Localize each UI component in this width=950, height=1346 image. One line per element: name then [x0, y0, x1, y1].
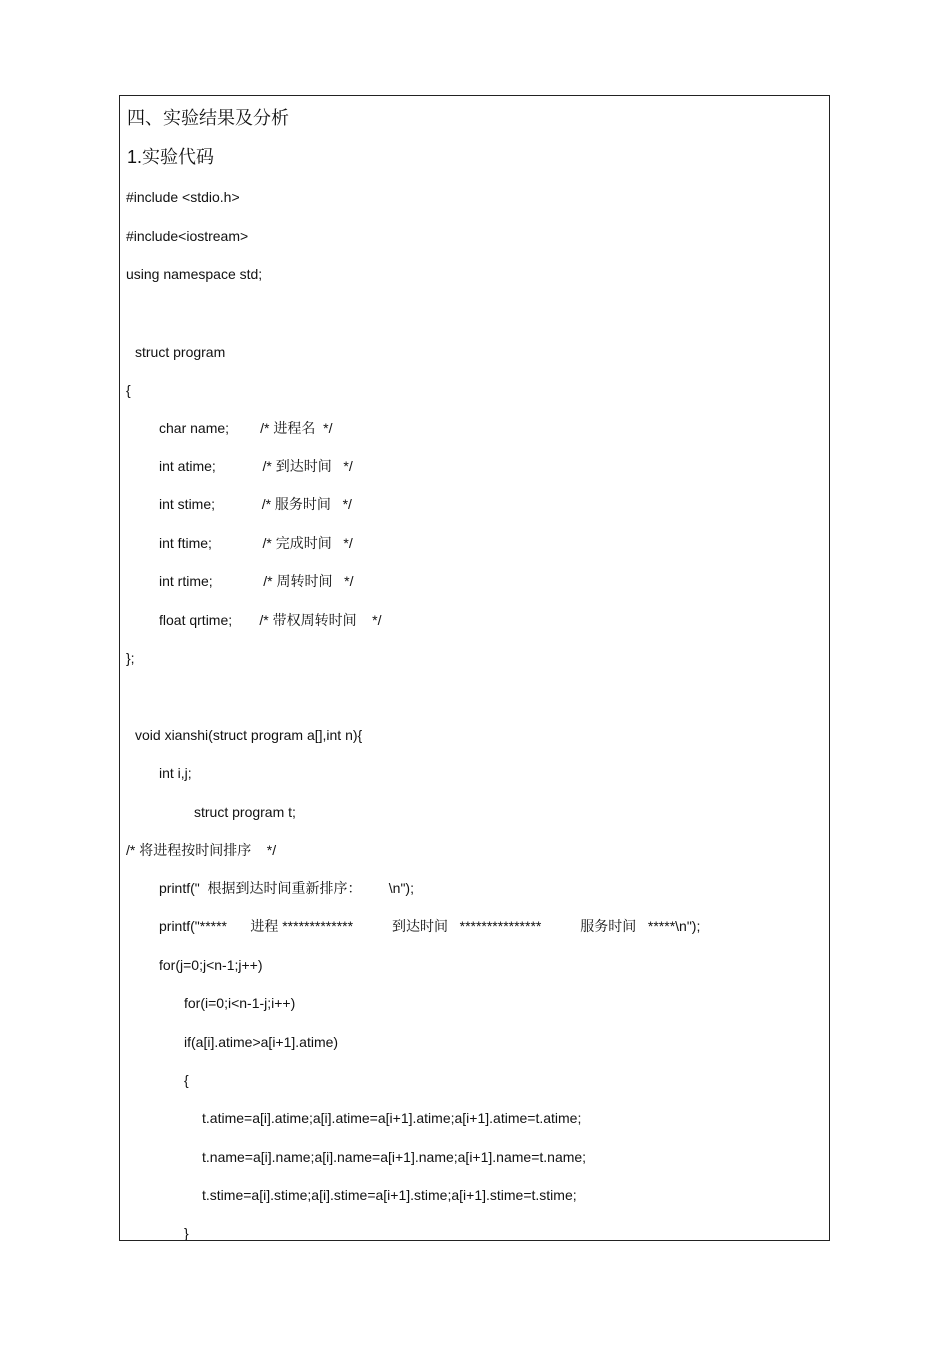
code-line: if(a[i].atime>a[i+1].atime) [184, 1034, 339, 1050]
code-line: int stime; /* 服务时间 */ [159, 496, 352, 512]
code-line: /* 将进程按时间排序 */ [126, 842, 277, 858]
section-heading: 四、实验结果及分析 [127, 108, 289, 128]
code-line: char name; /* 进程名 */ [159, 420, 333, 436]
code-line: int rtime; /* 周转时间 */ [159, 573, 354, 589]
code-line: float qrtime; /* 带权周转时间 */ [159, 612, 382, 628]
code-line: for(j=0;j<n-1;j++) [159, 957, 263, 973]
code-line: printf("***** 进程 ************* 到达时间 *************** 服务时间 *****\n"); [159, 918, 701, 934]
code-line: #include<iostream> [126, 228, 249, 244]
code-line: for(i=0;i<n-1-j;i++) [184, 995, 296, 1011]
code-line: #include <stdio.h> [126, 189, 240, 205]
code-line: } [184, 1225, 189, 1241]
code-line: { [126, 382, 131, 398]
subheading: 1.实验代码 [127, 147, 215, 167]
code-line: int i,j; [159, 765, 192, 781]
code-line: printf(" 根据到达时间重新排序： \n"); [159, 880, 414, 896]
document-frame [119, 95, 830, 1241]
code-line: t.atime=a[i].atime;a[i].atime=a[i+1].atime;a[i+1].atime=t.atime; [202, 1110, 582, 1126]
code-line: t.stime=a[i].stime;a[i].stime=a[i+1].stime;a[i+1].stime=t.stime; [202, 1187, 577, 1203]
code-line: int ftime; /* 完成时间 */ [159, 535, 353, 551]
code-line: t.name=a[i].name;a[i].name=a[i+1].name;a[i+1].name=t.name; [202, 1149, 587, 1165]
code-line: }; [126, 650, 135, 666]
code-line: struct program t; [194, 804, 296, 820]
code-line: struct program [135, 344, 226, 360]
code-line: { [184, 1072, 189, 1088]
code-line: using namespace std; [126, 266, 263, 282]
code-line: int atime; /* 到达时间 */ [159, 458, 353, 474]
code-line: void xianshi(struct program a[],int n){ [135, 727, 363, 743]
